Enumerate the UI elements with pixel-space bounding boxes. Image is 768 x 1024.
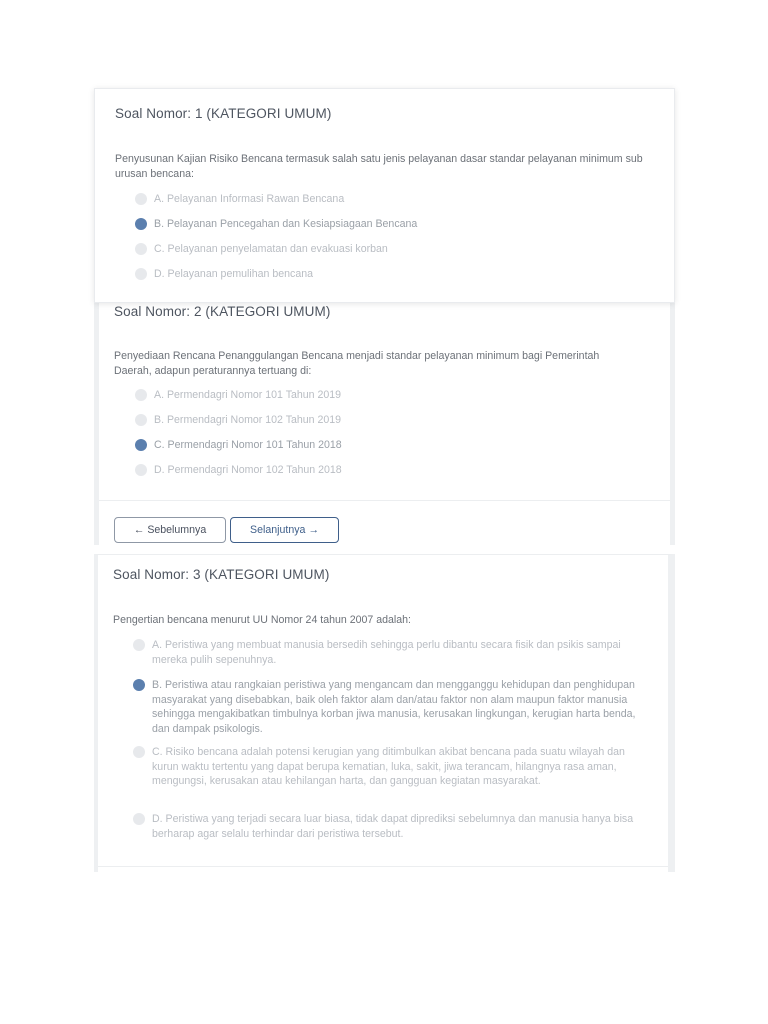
question-card-2 bbox=[94, 300, 675, 545]
option-label: B. Peristiwa atau rangkaian peristiwa yang mengancam dan mengganggu kehidupan dan penghidupan masyarakat yang disebabkan, baik oleh faktor alam dan/atau faktor non alam maupun faktor manusia sehingga mengakibatkan timbulnya korban jiwa manusia, kerusakan lingkungan, kerugian harta benda, dan dampak psikologis. bbox=[152, 679, 636, 735]
question-title: Soal Nomor: 2 (KATEGORI UMUM) bbox=[114, 304, 331, 319]
answer-option-b[interactable] bbox=[135, 413, 635, 438]
option-label: B. Permendagri Nomor 102 Tahun 2019 bbox=[154, 414, 342, 426]
question-text: Penyediaan Rencana Penanggulangan Bencana menjadi standar pelayanan minimum bagi Pemerintah Daerah, adapun peraturannya tertuang di: bbox=[114, 350, 600, 377]
option-label: C. Risiko bencana adalah potensi kerugian yang ditimbulkan akibat bencana pada suatu wilayah dan kurun waktu tertentu yang dapat berupa kematian, luka, sakit, jiwa terancam, hilangnya rasa aman, mengungsi, kerusakan atau kehilangan harta, dan gangguan kegiatan masyarakat. bbox=[152, 746, 625, 787]
question-text: Penyusunan Kajian Risiko Bencana termasuk salah satu jenis pelayanan dasar standar pelayanan minimum sub urusan bencana: bbox=[115, 153, 643, 180]
answer-option-a[interactable] bbox=[135, 192, 635, 217]
answer-option-c[interactable] bbox=[133, 745, 653, 812]
option-label: A. Peristiwa yang membuat manusia bersedih sehingga perlu dibantu secara fisik dan psikis sampai mereka pulih sepenuhnya. bbox=[152, 639, 621, 666]
question-title: Soal Nomor: 3 (KATEGORI UMUM) bbox=[113, 567, 330, 582]
answer-option-d[interactable] bbox=[133, 812, 653, 852]
option-label: D. Peristiwa yang terjadi secara luar biasa, tidak dapat diprediksi sebelumnya dan manusia hanya bisa berharap agar selalu terhindar dari peristiwa tersebut. bbox=[152, 813, 634, 840]
option-label: A. Permendagri Nomor 101 Tahun 2019 bbox=[154, 389, 342, 401]
answer-options bbox=[135, 192, 635, 292]
answer-option-a[interactable] bbox=[133, 638, 653, 678]
answer-option-d[interactable] bbox=[135, 463, 635, 488]
question-text: Pengertian bencana menurut UU Nomor 24 tahun 2007 adalah: bbox=[113, 614, 412, 626]
radio-c[interactable] bbox=[135, 243, 147, 255]
option-label: D. Permendagri Nomor 102 Tahun 2018 bbox=[154, 464, 342, 476]
radio-d[interactable] bbox=[135, 464, 147, 476]
answer-options bbox=[133, 638, 653, 852]
radio-d[interactable] bbox=[133, 813, 145, 825]
option-label: D. Pelayanan pemulihan bencana bbox=[154, 268, 314, 280]
radio-b[interactable] bbox=[135, 414, 147, 426]
question-card-1 bbox=[94, 88, 675, 303]
radio-a[interactable] bbox=[133, 639, 145, 651]
answer-option-d[interactable] bbox=[135, 267, 635, 292]
option-label: C. Pelayanan penyelamatan dan evakuasi korban bbox=[154, 243, 388, 255]
radio-a[interactable] bbox=[135, 389, 147, 401]
radio-b-selected[interactable] bbox=[135, 218, 147, 230]
radio-d[interactable] bbox=[135, 268, 147, 280]
radio-c-selected[interactable] bbox=[135, 439, 147, 451]
option-label: A. Pelayanan Informasi Rawan Bencana bbox=[154, 193, 345, 205]
previous-button[interactable]: ← Sebelumnya bbox=[114, 517, 226, 543]
option-label: B. Pelayanan Pencegahan dan Kesiapsiagaan Bencana bbox=[154, 218, 418, 230]
divider bbox=[99, 500, 670, 501]
answer-option-c[interactable] bbox=[135, 242, 635, 267]
radio-c[interactable] bbox=[133, 746, 145, 758]
answer-option-b[interactable] bbox=[133, 678, 653, 745]
radio-a[interactable] bbox=[135, 193, 147, 205]
question-title: Soal Nomor: 1 (KATEGORI UMUM) bbox=[115, 106, 332, 121]
answer-option-c[interactable] bbox=[135, 438, 635, 463]
divider bbox=[98, 866, 668, 867]
question-card-3 bbox=[94, 554, 675, 872]
answer-option-b[interactable] bbox=[135, 217, 635, 242]
radio-b-selected[interactable] bbox=[133, 679, 145, 691]
option-label: C. Permendagri Nomor 101 Tahun 2018 bbox=[154, 439, 342, 451]
next-button[interactable]: Selanjutnya → bbox=[230, 517, 339, 543]
answer-option-a[interactable] bbox=[135, 388, 635, 413]
answer-options bbox=[135, 388, 635, 488]
